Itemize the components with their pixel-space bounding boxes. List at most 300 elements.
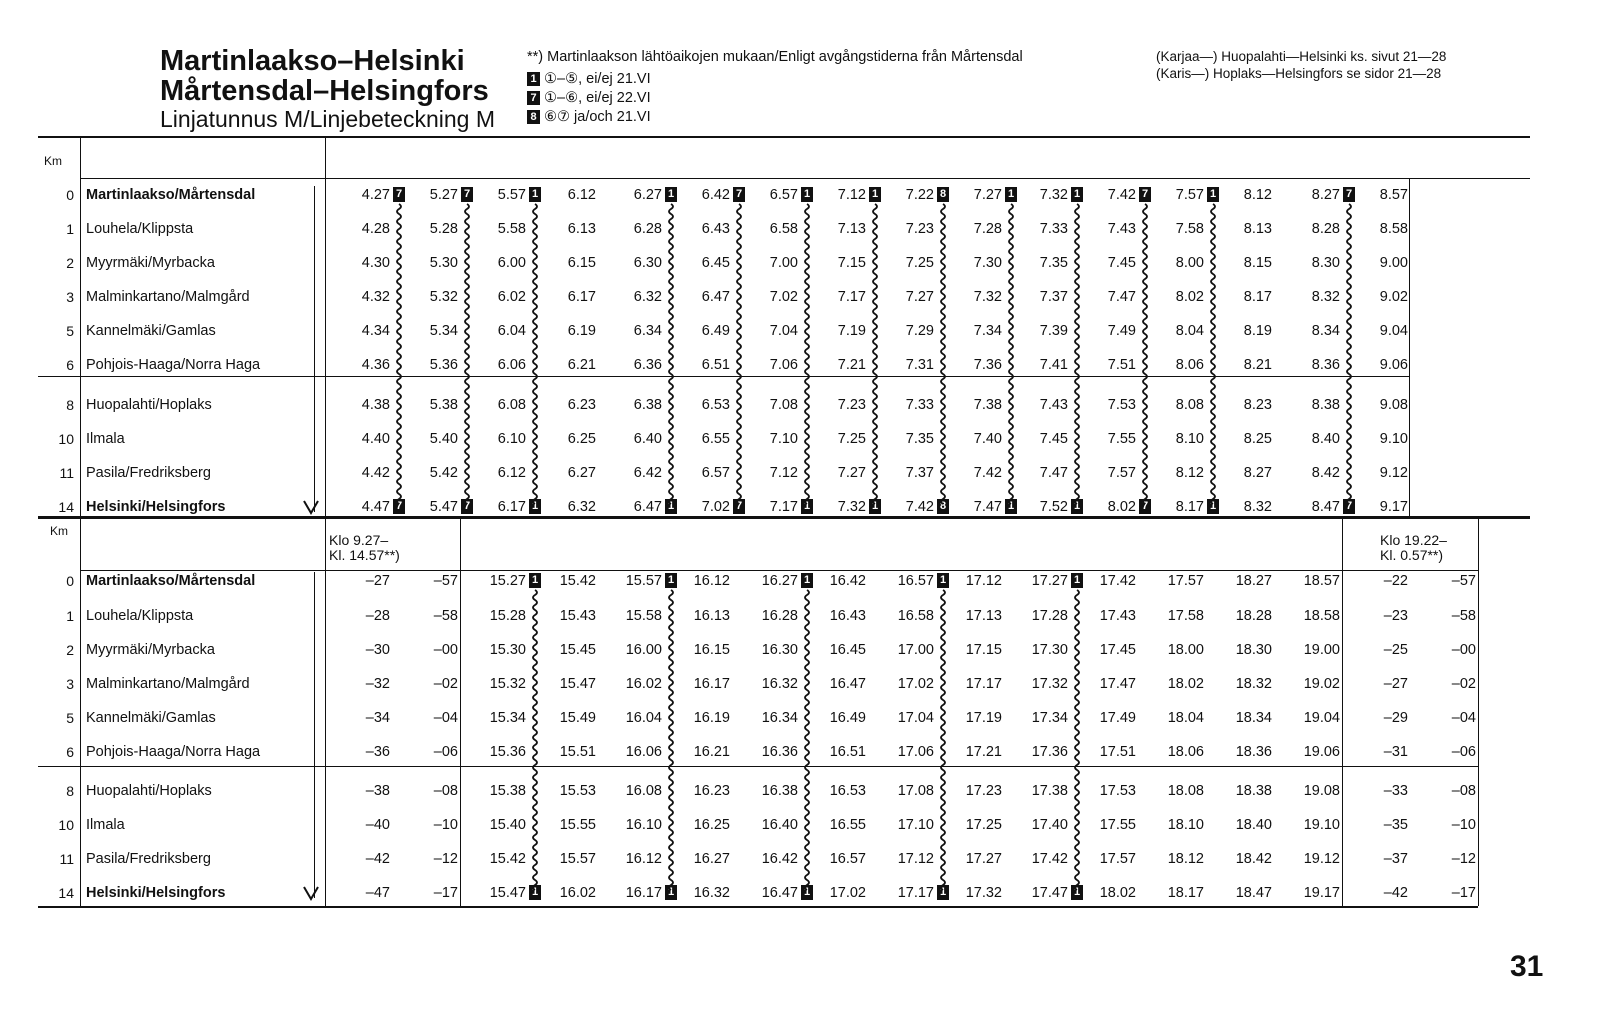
- top-time-cell: 7.37: [1039, 289, 1068, 305]
- bottom-time-cell: 19.04: [1303, 710, 1340, 726]
- top-time-cell: 5.42: [429, 465, 458, 481]
- bottom-time-cell: 16.19: [693, 710, 730, 726]
- bottom-time-cell: 15.53: [559, 783, 596, 799]
- bottom-time-cell: 16.47: [761, 885, 798, 901]
- top-time-cell: 6.06: [497, 357, 526, 373]
- top-time-cell: 7.32: [1039, 187, 1068, 203]
- bottom-time-cell: –40: [365, 817, 390, 833]
- top-station-name: Louhela/Klippsta: [86, 221, 194, 237]
- top-time-cell: 7.25: [905, 255, 934, 271]
- bottom-time-cell: 16.53: [829, 783, 866, 799]
- top-service-badge: 1: [1005, 499, 1017, 514]
- bottom-time-cell: –08: [1451, 783, 1476, 799]
- bottom-time-cell: –04: [1451, 710, 1476, 726]
- bottom-time-cell: 18.40: [1235, 817, 1272, 833]
- top-service-badge: 8: [937, 187, 949, 202]
- bottom-time-cell: –37: [1383, 851, 1408, 867]
- km-header-bottom: Km: [50, 524, 68, 538]
- top-time-cell: 8.42: [1311, 465, 1340, 481]
- top-km: 6: [66, 357, 74, 373]
- bottom-station-name: Myyrmäki/Myrbacka: [86, 642, 215, 658]
- bottom-time-cell: 15.57: [625, 573, 662, 589]
- bottom-service-badge: 1: [801, 573, 813, 588]
- bottom-time-cell: –27: [365, 573, 390, 589]
- top-time-cell: 8.32: [1243, 499, 1272, 515]
- bottom-time-cell: 16.23: [693, 783, 730, 799]
- top-station-name: Myyrmäki/Myrbacka: [86, 255, 215, 271]
- bottom-time-cell: 19.10: [1303, 817, 1340, 833]
- bottom-time-cell: 19.06: [1303, 744, 1340, 760]
- bottom-time-cell: 16.21: [693, 744, 730, 760]
- bottom-service-badge: 1: [1071, 885, 1083, 900]
- bottom-service-badge: 1: [1071, 573, 1083, 588]
- top-time-cell: 4.30: [361, 255, 390, 271]
- continuation-wave-icon: [938, 204, 948, 498]
- bottom-km: 2: [66, 642, 74, 658]
- bottom-time-cell: –57: [1451, 573, 1476, 589]
- top-time-cell: 8.36: [1311, 357, 1340, 373]
- top-station-name: Martinlaakso/Mårtensdal: [86, 187, 256, 203]
- bottom-station-name: Malminkartano/Malmgård: [86, 676, 250, 692]
- top-time-cell: 9.17: [1379, 499, 1408, 515]
- bottom-time-cell: 16.57: [897, 573, 934, 589]
- top-time-cell: 6.51: [701, 357, 730, 373]
- top-service-badge: 7: [1139, 499, 1151, 514]
- bottom-time-cell: 17.25: [965, 817, 1002, 833]
- bottom-time-cell: 16.06: [625, 744, 662, 760]
- top-time-cell: 7.06: [769, 357, 798, 373]
- top-time-cell: 5.27: [429, 187, 458, 203]
- bottom-time-cell: 17.45: [1099, 642, 1136, 658]
- note-text: ①–⑥, ei/ej 22.VI: [544, 90, 651, 106]
- bottom-time-cell: 16.30: [761, 642, 798, 658]
- top-time-cell: 6.30: [633, 255, 662, 271]
- top-time-cell: 8.40: [1311, 431, 1340, 447]
- top-km: 5: [66, 323, 74, 339]
- interval-label-line: Klo 19.22–: [1380, 532, 1447, 548]
- top-service-badge: 1: [801, 187, 813, 202]
- note-symbol-1: [527, 71, 651, 87]
- note-symbol-7: [527, 90, 651, 106]
- top-time-cell: 8.02: [1175, 289, 1204, 305]
- top-time-cell: 5.38: [429, 397, 458, 413]
- top-time-cell: 9.08: [1379, 397, 1408, 413]
- bottom-time-cell: 15.47: [559, 676, 596, 692]
- top-time-cell: 5.30: [429, 255, 458, 271]
- top-station-name: Malminkartano/Malmgård: [86, 289, 250, 305]
- top-time-cell: 6.49: [701, 323, 730, 339]
- bottom-time-cell: 16.15: [693, 642, 730, 658]
- top-time-cell: 8.32: [1311, 289, 1340, 305]
- bottom-time-cell: 16.32: [761, 676, 798, 692]
- top-time-cell: 9.06: [1379, 357, 1408, 373]
- bottom-time-cell: 15.40: [489, 817, 526, 833]
- top-time-cell: 6.40: [633, 431, 662, 447]
- bottom-time-cell: –42: [1383, 885, 1408, 901]
- top-time-cell: 7.31: [905, 357, 934, 373]
- top-station-name: Pasila/Fredriksberg: [86, 465, 211, 481]
- top-time-cell: 5.34: [429, 323, 458, 339]
- bottom-time-cell: 16.32: [693, 885, 730, 901]
- top-station-name: Huopalahti/Hoplaks: [86, 397, 212, 413]
- top-time-cell: 6.57: [769, 187, 798, 203]
- bottom-time-cell: 18.42: [1235, 851, 1272, 867]
- top-time-cell: 5.28: [429, 221, 458, 237]
- section-rule-bottom: [38, 766, 1478, 767]
- bottom-station-name: Martinlaakso/Mårtensdal: [86, 573, 256, 589]
- bottom-time-cell: –25: [1383, 642, 1408, 658]
- top-time-cell: 9.12: [1379, 465, 1408, 481]
- bottom-service-badge: 1: [937, 885, 949, 900]
- top-time-cell: 4.40: [361, 431, 390, 447]
- top-time-cell: 6.34: [633, 323, 662, 339]
- bottom-time-cell: 17.13: [965, 608, 1002, 624]
- km-divider-top: [80, 137, 81, 517]
- bottom-time-cell: 17.04: [897, 710, 934, 726]
- bottom-time-cell: 17.47: [1031, 885, 1068, 901]
- bottom-time-cell: 15.45: [559, 642, 596, 658]
- top-time-cell: 7.58: [1175, 221, 1204, 237]
- bottom-time-cell: 19.00: [1303, 642, 1340, 658]
- top-time-cell: 8.28: [1311, 221, 1340, 237]
- top-time-cell: 6.27: [633, 187, 662, 203]
- top-time-cell: 7.29: [905, 323, 934, 339]
- top-time-cell: 8.15: [1243, 255, 1272, 271]
- top-time-cell: 8.06: [1175, 357, 1204, 373]
- bottom-time-cell: 16.02: [559, 885, 596, 901]
- top-time-cell: 7.38: [973, 397, 1002, 413]
- top-service-badge: 1: [1207, 499, 1219, 514]
- top-time-cell: 7.19: [837, 323, 866, 339]
- bottom-time-cell: –36: [365, 744, 390, 760]
- top-time-cell: 7.43: [1039, 397, 1068, 413]
- top-time-cell: 7.45: [1107, 255, 1136, 271]
- bottom-time-cell: 16.49: [829, 710, 866, 726]
- top-time-cell: 7.32: [973, 289, 1002, 305]
- bottom-time-cell: 16.42: [829, 573, 866, 589]
- top-time-cell: 6.00: [497, 255, 526, 271]
- top-time-cell: 7.37: [905, 465, 934, 481]
- bottom-time-cell: 18.58: [1303, 608, 1340, 624]
- continuation-wave-icon: [462, 204, 472, 498]
- bottom-time-cell: 16.08: [625, 783, 662, 799]
- bottom-time-cell: 15.27: [489, 573, 526, 589]
- top-time-cell: 6.04: [497, 323, 526, 339]
- top-time-cell: 6.36: [633, 357, 662, 373]
- bottom-time-cell: 17.43: [1099, 608, 1136, 624]
- bottom-time-cell: 17.49: [1099, 710, 1136, 726]
- continuation-wave-icon: [1006, 204, 1016, 498]
- bottom-time-cell: 16.12: [625, 851, 662, 867]
- bottom-time-cell: 17.40: [1031, 817, 1068, 833]
- top-time-cell: 7.35: [1039, 255, 1068, 271]
- station-divider-top: [325, 137, 326, 517]
- top-time-cell: 7.12: [837, 187, 866, 203]
- bottom-time-cell: 16.43: [829, 608, 866, 624]
- bottom-km: 5: [66, 710, 74, 726]
- bottom-time-cell: 19.02: [1303, 676, 1340, 692]
- connection-note-swedish: (Karis—) Hoplaks—Helsingfors se sidor 21—28: [1156, 66, 1442, 81]
- page-title-swedish: Mårtensdal–Helsingfors: [160, 75, 489, 107]
- top-time-cell: 5.57: [497, 187, 526, 203]
- bottom-time-cell: 18.30: [1235, 642, 1272, 658]
- top-time-cell: 8.57: [1379, 187, 1408, 203]
- continuation-wave-icon: [530, 204, 540, 498]
- bottom-time-cell: 15.42: [559, 573, 596, 589]
- top-km: 14: [58, 499, 74, 515]
- top-time-cell: 8.04: [1175, 323, 1204, 339]
- bottom-time-cell: –33: [1383, 783, 1408, 799]
- top-time-cell: 7.27: [905, 289, 934, 305]
- bottom-time-cell: 16.13: [693, 608, 730, 624]
- top-service-badge: 7: [393, 187, 405, 202]
- top-time-cell: 7.45: [1039, 431, 1068, 447]
- bottom-time-cell: 17.08: [897, 783, 934, 799]
- bottom-time-cell: 17.58: [1167, 608, 1204, 624]
- top-time-cell: 7.41: [1039, 357, 1068, 373]
- top-service-badge: 1: [529, 187, 541, 202]
- line-code: Linjatunnus M/Linjebeteckning M: [160, 106, 495, 132]
- top-time-cell: 8.19: [1243, 323, 1272, 339]
- bottom-time-cell: 15.42: [489, 851, 526, 867]
- bottom-time-cell: 17.15: [965, 642, 1002, 658]
- top-km: 3: [66, 289, 74, 305]
- bottom-time-cell: –30: [365, 642, 390, 658]
- bottom-time-cell: 17.27: [1031, 573, 1068, 589]
- top-time-cell: 7.30: [973, 255, 1002, 271]
- bottom-time-cell: 17.55: [1099, 817, 1136, 833]
- interval-divider-right: [1342, 518, 1343, 906]
- bottom-time-cell: 19.17: [1303, 885, 1340, 901]
- bottom-time-cell: 16.17: [693, 676, 730, 692]
- top-time-cell: 9.04: [1379, 323, 1408, 339]
- continuation-wave-icon: [1344, 204, 1354, 498]
- top-time-cell: 7.33: [905, 397, 934, 413]
- top-time-cell: 6.27: [567, 465, 596, 481]
- top-time-cell: 6.53: [701, 397, 730, 413]
- top-time-cell: 7.47: [1107, 289, 1136, 305]
- top-time-cell: 7.17: [769, 499, 798, 515]
- top-km: 1: [66, 221, 74, 237]
- bottom-time-cell: 15.58: [625, 608, 662, 624]
- top-time-cell: 6.47: [701, 289, 730, 305]
- top-time-cell: 7.13: [837, 221, 866, 237]
- bottom-service-badge: 1: [529, 885, 541, 900]
- bottom-service-badge: 1: [801, 885, 813, 900]
- note-symbol: **): [527, 49, 544, 65]
- bottom-time-cell: 16.45: [829, 642, 866, 658]
- top-time-cell: 6.28: [633, 221, 662, 237]
- top-time-cell: 6.23: [567, 397, 596, 413]
- top-station-name: Ilmala: [86, 431, 125, 447]
- bottom-service-badge: 1: [665, 573, 677, 588]
- top-time-cell: 5.47: [429, 499, 458, 515]
- direction-arrow-icon: [302, 497, 322, 517]
- continuation-wave-icon: [802, 204, 812, 498]
- top-time-cell: 7.23: [905, 221, 934, 237]
- km-divider-bottom: [80, 518, 81, 906]
- bottom-time-cell: –06: [1451, 744, 1476, 760]
- bottom-time-cell: 18.12: [1167, 851, 1204, 867]
- bottom-time-cell: –23: [1383, 608, 1408, 624]
- bottom-time-cell: 16.27: [761, 573, 798, 589]
- bottom-time-cell: 17.30: [1031, 642, 1068, 658]
- top-time-cell: 4.36: [361, 357, 390, 373]
- right-divider-top: [1409, 178, 1410, 516]
- direction-line: [314, 186, 315, 512]
- bottom-time-cell: 17.34: [1031, 710, 1068, 726]
- top-km: 10: [58, 431, 74, 447]
- bottom-time-cell: 16.02: [625, 676, 662, 692]
- bottom-time-cell: 17.21: [965, 744, 1002, 760]
- bottom-km: 8: [66, 783, 74, 799]
- top-time-cell: 7.42: [973, 465, 1002, 481]
- top-time-cell: 9.02: [1379, 289, 1408, 305]
- top-time-cell: 8.34: [1311, 323, 1340, 339]
- bottom-time-cell: –08: [433, 783, 458, 799]
- top-time-cell: 7.33: [1039, 221, 1068, 237]
- top-time-cell: 4.38: [361, 397, 390, 413]
- bottom-time-cell: –06: [433, 744, 458, 760]
- bottom-time-cell: 17.06: [897, 744, 934, 760]
- top-km: 11: [59, 465, 74, 481]
- top-service-badge: 1: [665, 187, 677, 202]
- bottom-time-cell: –10: [433, 817, 458, 833]
- top-service-badge: 7: [393, 499, 405, 514]
- top-time-cell: 7.55: [1107, 431, 1136, 447]
- top-time-cell: 7.53: [1107, 397, 1136, 413]
- top-service-badge: 7: [733, 187, 745, 202]
- top-time-cell: 6.17: [567, 289, 596, 305]
- top-service-badge: 1: [665, 499, 677, 514]
- top-service-badge: 1: [1071, 499, 1083, 514]
- bottom-time-cell: 18.28: [1235, 608, 1272, 624]
- bottom-time-cell: 18.27: [1235, 573, 1272, 589]
- middle-rule: [38, 516, 1530, 519]
- bottom-time-cell: –58: [1451, 608, 1476, 624]
- continuation-wave-icon: [1208, 204, 1218, 498]
- top-time-cell: 7.27: [973, 187, 1002, 203]
- continuation-wave-icon: [734, 204, 744, 498]
- bottom-time-cell: 16.57: [829, 851, 866, 867]
- top-time-cell: 6.42: [633, 465, 662, 481]
- top-time-cell: 7.27: [837, 465, 866, 481]
- top-station-name: Pohjois-Haaga/Norra Haga: [86, 357, 261, 373]
- badge-icon: 1: [527, 72, 540, 86]
- top-time-cell: 6.12: [497, 465, 526, 481]
- bottom-time-cell: 17.12: [965, 573, 1002, 589]
- bottom-time-cell: –02: [433, 676, 458, 692]
- top-time-cell: 7.49: [1107, 323, 1136, 339]
- top-time-cell: 6.12: [567, 187, 596, 203]
- bottom-station-name: Pohjois-Haaga/Norra Haga: [86, 744, 261, 760]
- continuation-wave-icon: [530, 590, 540, 884]
- bottom-time-cell: 15.57: [559, 851, 596, 867]
- continuation-wave-icon: [666, 590, 676, 884]
- bottom-time-cell: 16.28: [761, 608, 798, 624]
- top-time-cell: 7.00: [769, 255, 798, 271]
- top-time-cell: 6.15: [567, 255, 596, 271]
- top-service-badge: 7: [1343, 499, 1355, 514]
- continuation-wave-icon: [666, 204, 676, 498]
- top-time-cell: 8.02: [1107, 499, 1136, 515]
- station-divider-bottom: [325, 518, 326, 906]
- badge-icon: 7: [527, 91, 540, 105]
- bottom-time-cell: 18.38: [1235, 783, 1272, 799]
- continuation-wave-icon: [1140, 204, 1150, 498]
- top-service-badge: 1: [529, 499, 541, 514]
- bottom-service-badge: 1: [937, 573, 949, 588]
- bottom-time-cell: 16.40: [761, 817, 798, 833]
- bottom-service-badge: 1: [665, 885, 677, 900]
- bottom-time-cell: 15.32: [489, 676, 526, 692]
- bottom-time-cell: 17.53: [1099, 783, 1136, 799]
- top-service-badge: 7: [1139, 187, 1151, 202]
- interval-label-right: [1380, 533, 1447, 563]
- bottom-time-cell: 18.17: [1167, 885, 1204, 901]
- bottom-time-cell: 17.47: [1099, 676, 1136, 692]
- bottom-time-cell: –27: [1383, 676, 1408, 692]
- top-service-badge: 1: [801, 499, 813, 514]
- top-time-cell: 8.27: [1311, 187, 1340, 203]
- bottom-time-cell: 15.36: [489, 744, 526, 760]
- bottom-time-cell: –38: [365, 783, 390, 799]
- bottom-time-cell: 19.12: [1303, 851, 1340, 867]
- bottom-station-name: Huopalahti/Hoplaks: [86, 783, 212, 799]
- bottom-time-cell: 18.36: [1235, 744, 1272, 760]
- top-km: 0: [66, 187, 74, 203]
- bottom-time-cell: 18.08: [1167, 783, 1204, 799]
- bottom-time-cell: –31: [1383, 744, 1408, 760]
- bottom-station-name: Ilmala: [86, 817, 125, 833]
- top-service-badge: 1: [869, 499, 881, 514]
- top-time-cell: 6.57: [701, 465, 730, 481]
- bottom-time-cell: 15.55: [559, 817, 596, 833]
- top-time-cell: 7.22: [905, 187, 934, 203]
- bottom-time-cell: 16.00: [625, 642, 662, 658]
- bottom-time-cell: 18.00: [1167, 642, 1204, 658]
- bottom-time-cell: –42: [365, 851, 390, 867]
- bottom-time-cell: 15.51: [559, 744, 596, 760]
- top-time-cell: 7.10: [769, 431, 798, 447]
- bottom-time-cell: 17.42: [1099, 573, 1136, 589]
- bottom-time-cell: –29: [1383, 710, 1408, 726]
- top-service-badge: 8: [937, 499, 949, 514]
- bottom-time-cell: –17: [433, 885, 458, 901]
- bottom-time-cell: –00: [433, 642, 458, 658]
- bottom-time-cell: 15.43: [559, 608, 596, 624]
- bottom-time-cell: 16.17: [625, 885, 662, 901]
- interval-label-line: Kl. 14.57**): [329, 547, 400, 563]
- top-time-cell: 8.00: [1175, 255, 1204, 271]
- interval-label-left: [329, 533, 400, 563]
- top-time-cell: 5.36: [429, 357, 458, 373]
- note-text: Martinlaakson lähtöaikojen mukaan/Enligt avgångstiderna från Mårtensdal: [547, 49, 1023, 65]
- top-service-badge: 7: [461, 499, 473, 514]
- bottom-time-cell: 17.19: [965, 710, 1002, 726]
- bottom-time-cell: –28: [365, 608, 390, 624]
- top-time-cell: 8.47: [1311, 499, 1340, 515]
- top-time-cell: 8.10: [1175, 431, 1204, 447]
- bottom-rule: [38, 906, 1478, 908]
- bottom-time-cell: –57: [433, 573, 458, 589]
- top-time-cell: 7.23: [837, 397, 866, 413]
- bottom-time-cell: 17.17: [965, 676, 1002, 692]
- continuation-wave-icon: [1072, 204, 1082, 498]
- bottom-km: 10: [58, 817, 74, 833]
- top-time-cell: 8.13: [1243, 221, 1272, 237]
- bottom-km: 3: [66, 676, 74, 692]
